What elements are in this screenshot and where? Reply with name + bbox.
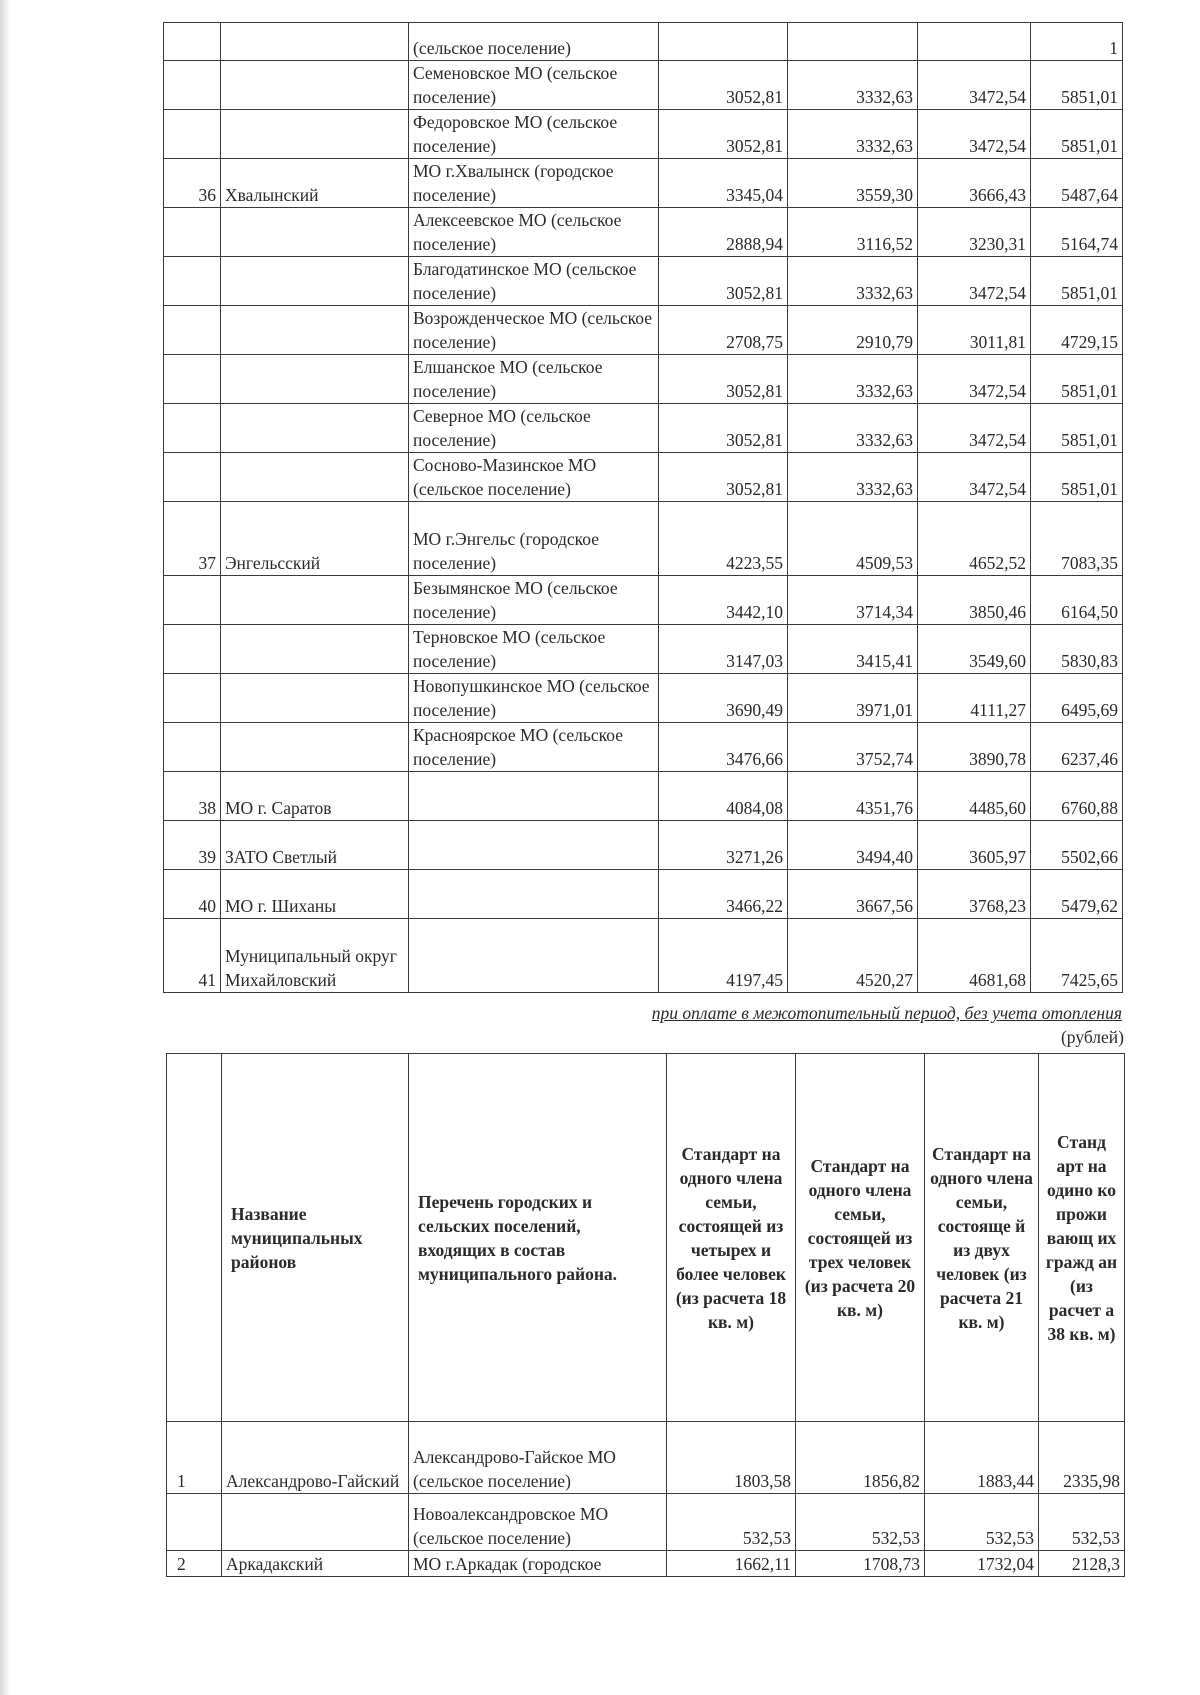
row-number-cell: 2 — [167, 1551, 222, 1577]
settlement-name-cell — [409, 772, 659, 821]
row-number-cell — [164, 404, 221, 453]
standard-three-cell — [788, 23, 918, 61]
standard-four-cell: 3466,22 — [659, 870, 788, 919]
standard-single-cell: 5851,01 — [1031, 404, 1123, 453]
settlement-name-cell: Федоровское МО (сельское поселение) — [409, 110, 659, 159]
row-number-cell — [167, 1494, 222, 1551]
row-number-cell — [164, 723, 221, 772]
standard-three-cell: 4520,27 — [788, 919, 918, 993]
standard-two-cell: 4652,52 — [918, 502, 1031, 576]
header-district: Название муниципальных районов — [222, 1054, 409, 1422]
standard-two-cell: 3011,81 — [918, 306, 1031, 355]
standard-two-cell: 3472,54 — [918, 257, 1031, 306]
standard-three-cell: 2910,79 — [788, 306, 918, 355]
district-name-cell: Хвалынский — [221, 159, 409, 208]
district-name-cell — [221, 23, 409, 61]
standard-two-cell: 4485,60 — [918, 772, 1031, 821]
district-name-cell: Энгельсский — [221, 502, 409, 576]
table-row — [167, 1422, 1125, 1494]
standard-two-cell: 3549,60 — [918, 625, 1031, 674]
district-name-cell — [221, 257, 409, 306]
standard-single-cell: 6495,69 — [1031, 674, 1123, 723]
standard-four-cell: 4197,45 — [659, 919, 788, 993]
settlement-name-cell: Новоалександровское МО (сельское поселение) — [409, 1494, 667, 1551]
standard-four-cell: 3052,81 — [659, 404, 788, 453]
standard-three-cell: 3332,63 — [788, 404, 918, 453]
standard-two-cell: 3666,43 — [918, 159, 1031, 208]
district-name-cell — [221, 625, 409, 674]
table-row — [164, 576, 1123, 625]
units-label: (рублей) — [1060, 1027, 1124, 1047]
table-row — [164, 23, 1123, 61]
table-row — [164, 625, 1123, 674]
settlement-name-cell: Безымянское МО (сельское поселение) — [409, 576, 659, 625]
table-row — [164, 772, 1123, 821]
district-name-cell: Муниципальный округ Михайловский — [221, 919, 409, 993]
standard-three-cell: 4509,53 — [788, 502, 918, 576]
settlement-name-cell: Семеновское МО (сельское поселение) — [409, 61, 659, 110]
standard-two-cell: 1883,44 — [925, 1422, 1039, 1494]
standard-three-cell: 3752,74 — [788, 723, 918, 772]
district-name-cell: ЗАТО Светлый — [221, 821, 409, 870]
standard-two-cell: 3605,97 — [918, 821, 1031, 870]
standard-three-cell: 3332,63 — [788, 61, 918, 110]
standard-four-cell: 3052,81 — [659, 453, 788, 502]
standard-three-cell: 3714,34 — [788, 576, 918, 625]
standard-three-cell: 3332,63 — [788, 355, 918, 404]
settlement-name-cell — [409, 919, 659, 993]
settlement-name-cell: Александрово-Гайское МО (сельское поселение) — [409, 1422, 667, 1494]
standard-three-cell: 1708,73 — [796, 1551, 925, 1577]
header-standard-two: Стандарт на одного члена семьи, состояще й из двух человек (из расчета 21 кв. м) — [925, 1054, 1039, 1422]
district-name-cell: МО г. Саратов — [221, 772, 409, 821]
standard-three-cell: 3116,52 — [788, 208, 918, 257]
standard-four-cell: 3442,10 — [659, 576, 788, 625]
table-row — [164, 502, 1123, 576]
settlement-name-cell: МО г.Энгельс (городское поселение) — [409, 502, 659, 576]
row-number-cell: 1 — [167, 1422, 222, 1494]
district-name-cell — [221, 453, 409, 502]
standard-four-cell: 532,53 — [667, 1494, 796, 1551]
standard-four-cell: 1803,58 — [667, 1422, 796, 1494]
standard-two-cell: 3472,54 — [918, 61, 1031, 110]
settlement-name-cell: Терновское МО (сельское поселение) — [409, 625, 659, 674]
standard-four-cell: 1662,11 — [667, 1551, 796, 1577]
standard-single-cell: 532,53 — [1039, 1494, 1125, 1551]
standard-two-cell: 3472,54 — [918, 404, 1031, 453]
settlement-name-cell: Новопушкинское МО (сельское поселение) — [409, 674, 659, 723]
district-name-cell — [221, 208, 409, 257]
table-row — [164, 870, 1123, 919]
standard-three-cell: 532,53 — [796, 1494, 925, 1551]
standard-single-cell: 5851,01 — [1031, 110, 1123, 159]
row-number-cell — [164, 306, 221, 355]
row-number-cell — [164, 208, 221, 257]
standard-single-cell: 6760,88 — [1031, 772, 1123, 821]
standard-four-cell: 2708,75 — [659, 306, 788, 355]
standard-single-cell: 4729,15 — [1031, 306, 1123, 355]
standard-three-cell: 3971,01 — [788, 674, 918, 723]
standard-two-cell: 532,53 — [925, 1494, 1039, 1551]
standard-four-cell: 3052,81 — [659, 355, 788, 404]
row-number-cell — [164, 355, 221, 404]
settlement-name-cell: (сельское поселение) — [409, 23, 659, 61]
standard-three-cell: 3494,40 — [788, 821, 918, 870]
settlement-name-cell: Возрожденческое МО (сельское поселение) — [409, 306, 659, 355]
table-row — [164, 723, 1123, 772]
row-number-cell — [164, 23, 221, 61]
row-number-cell — [164, 576, 221, 625]
row-number-cell: 40 — [164, 870, 221, 919]
settlement-name-cell — [409, 870, 659, 919]
standard-four-cell: 3690,49 — [659, 674, 788, 723]
district-name-cell — [221, 723, 409, 772]
standard-four-cell: 3052,81 — [659, 257, 788, 306]
table-row — [164, 674, 1123, 723]
standard-three-cell: 3559,30 — [788, 159, 918, 208]
standard-three-cell: 1856,82 — [796, 1422, 925, 1494]
table-row — [164, 257, 1123, 306]
header-num — [167, 1054, 222, 1422]
standard-four-cell: 3052,81 — [659, 61, 788, 110]
standard-single-cell: 5502,66 — [1031, 821, 1123, 870]
table-row — [167, 1494, 1125, 1551]
district-name-cell — [222, 1494, 409, 1551]
header-settlement: Перечень городских и сельских поселений, входящих в состав муниципального района. — [409, 1054, 667, 1422]
district-name-cell: Александрово-Гайский — [222, 1422, 409, 1494]
standard-single-cell: 5830,83 — [1031, 625, 1123, 674]
standard-four-cell — [659, 23, 788, 61]
settlement-name-cell: МО г.Аркадак (городское — [409, 1551, 667, 1577]
standard-four-cell: 3345,04 — [659, 159, 788, 208]
standard-four-cell: 3147,03 — [659, 625, 788, 674]
header-standard-four: Стандарт на одного члена семьи, состоящей из четырех и более человек (из расчета 18 кв. м) — [667, 1054, 796, 1422]
standard-two-cell: 3230,31 — [918, 208, 1031, 257]
standard-two-cell: 3472,54 — [918, 453, 1031, 502]
standard-four-cell: 3052,81 — [659, 110, 788, 159]
settlement-name-cell: Красноярское МО (сельское поселение) — [409, 723, 659, 772]
table-caption: при оплате в межотопительный период, без учета отопления — [651, 1003, 1122, 1023]
district-name-cell — [221, 674, 409, 723]
standard-two-cell: 4681,68 — [918, 919, 1031, 993]
bottom-table — [166, 1053, 1125, 1577]
bottom-table-body — [167, 1422, 1125, 1577]
district-name-cell — [221, 355, 409, 404]
header-standard-three: Стандарт на одного члена семьи, состоящей из трех человек (из расчета 20 кв. м) — [796, 1054, 925, 1422]
row-number-cell — [164, 625, 221, 674]
standard-three-cell: 3332,63 — [788, 257, 918, 306]
row-number-cell: 37 — [164, 502, 221, 576]
standard-single-cell: 2335,98 — [1039, 1422, 1125, 1494]
standard-four-cell: 4084,08 — [659, 772, 788, 821]
row-number-cell: 36 — [164, 159, 221, 208]
settlement-name-cell: Сосново-Мазинское МО (сельское поселение) — [409, 453, 659, 502]
standard-two-cell: 3472,54 — [918, 110, 1031, 159]
standard-four-cell: 2888,94 — [659, 208, 788, 257]
table-row — [164, 208, 1123, 257]
standard-single-cell: 5479,62 — [1031, 870, 1123, 919]
settlement-name-cell: МО г.Хвалынск (городское поселение) — [409, 159, 659, 208]
district-name-cell: Аркадакский — [222, 1551, 409, 1577]
standard-two-cell: 4111,27 — [918, 674, 1031, 723]
settlement-name-cell: Елшанское МО (сельское поселение) — [409, 355, 659, 404]
district-name-cell — [221, 61, 409, 110]
standard-single-cell: 7083,35 — [1031, 502, 1123, 576]
standard-single-cell: 6237,46 — [1031, 723, 1123, 772]
district-name-cell — [221, 404, 409, 453]
top-table — [163, 22, 1123, 993]
standard-single-cell: 5851,01 — [1031, 257, 1123, 306]
standard-two-cell: 3472,54 — [918, 355, 1031, 404]
table-row — [164, 159, 1123, 208]
row-number-cell: 38 — [164, 772, 221, 821]
row-number-cell — [164, 257, 221, 306]
header-standard-single: Станд арт на одино ко прожи вающ их гражд ан (из расчет а 38 кв. м) — [1039, 1054, 1125, 1422]
district-name-cell — [221, 110, 409, 159]
standard-three-cell: 3332,63 — [788, 110, 918, 159]
standard-single-cell: 5164,74 — [1031, 208, 1123, 257]
standard-single-cell: 6164,50 — [1031, 576, 1123, 625]
district-name-cell — [221, 576, 409, 625]
standard-two-cell: 1732,04 — [925, 1551, 1039, 1577]
standard-two-cell: 3768,23 — [918, 870, 1031, 919]
settlement-name-cell — [409, 821, 659, 870]
scan-page-edge — [0, 0, 10, 1695]
standard-single-cell: 5487,64 — [1031, 159, 1123, 208]
standard-four-cell: 3271,26 — [659, 821, 788, 870]
table-row — [164, 306, 1123, 355]
standard-four-cell: 4223,55 — [659, 502, 788, 576]
row-number-cell: 39 — [164, 821, 221, 870]
row-number-cell — [164, 674, 221, 723]
table-row — [164, 61, 1123, 110]
standard-single-cell: 2128,3 — [1039, 1551, 1125, 1577]
row-number-cell — [164, 453, 221, 502]
row-number-cell — [164, 61, 221, 110]
standard-three-cell: 3415,41 — [788, 625, 918, 674]
standard-three-cell: 3667,56 — [788, 870, 918, 919]
standard-single-cell: 5851,01 — [1031, 355, 1123, 404]
table-row — [164, 821, 1123, 870]
standard-single-cell: 5851,01 — [1031, 453, 1123, 502]
top-table-body — [164, 23, 1123, 993]
standard-two-cell: 3850,46 — [918, 576, 1031, 625]
standard-single-cell: 7425,65 — [1031, 919, 1123, 993]
header-row — [167, 1054, 1125, 1422]
standard-three-cell: 4351,76 — [788, 772, 918, 821]
district-name-cell — [221, 306, 409, 355]
table-row — [167, 1551, 1125, 1577]
settlement-name-cell: Благодатинское МО (сельское поселение) — [409, 257, 659, 306]
standard-two-cell: 3890,78 — [918, 723, 1031, 772]
district-name-cell: МО г. Шиханы — [221, 870, 409, 919]
table-row — [164, 453, 1123, 502]
standard-four-cell: 3476,66 — [659, 723, 788, 772]
standard-single-cell: 1 — [1031, 23, 1123, 61]
row-number-cell — [164, 110, 221, 159]
table-row — [164, 919, 1123, 993]
row-number-cell: 41 — [164, 919, 221, 993]
settlement-name-cell: Алексеевское МО (сельское поселение) — [409, 208, 659, 257]
standard-single-cell: 5851,01 — [1031, 61, 1123, 110]
table-row — [164, 110, 1123, 159]
standard-two-cell — [918, 23, 1031, 61]
settlement-name-cell: Северное МО (сельское поселение) — [409, 404, 659, 453]
table-row — [164, 355, 1123, 404]
standard-three-cell: 3332,63 — [788, 453, 918, 502]
table-row — [164, 404, 1123, 453]
